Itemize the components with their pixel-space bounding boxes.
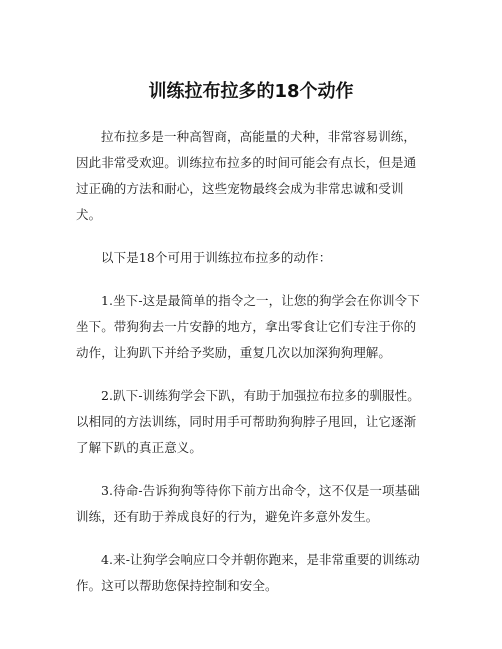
action-item-4: 4.来-让狗学会响应口令并朝你跑来，是非常重要的训练动作。这可以帮助您保持控制和安全。: [76, 552, 420, 593]
intro-paragraph: 拉布拉多是一种高智商，高能量的犬种，非常容易训练，因此非常受欢迎。训练拉布拉多的时间可能会有点长，但是通过正确的方法和耐心，这些宠物最终会成为非常忠诚和受训犬。: [76, 129, 417, 222]
action-item-2: 2.趴下-训练狗学会下趴，有助于加强拉布拉多的驯服性。以相同的方法训练，同时用手可帮助狗狗脖子甩回，让它逐渐了解下趴的真正意义。: [76, 388, 420, 455]
document-body: [76, 124, 426, 616]
list-intro-paragraph: 以下是18个可用于训练拉布拉多的动作：: [101, 250, 332, 265]
document-title: 训练拉布拉多的18个动作: [148, 81, 354, 102]
action-item-3: 3.待命-告诉狗狗等待你下前方出命令，这不仅是一项基础训练，还有助于养成良好的行为，避免许多意外发生。: [76, 483, 420, 524]
action-item-1: 1.坐下-这是最简单的指令之一，让您的狗学会在你训令下坐下。带狗狗去一片安静的地方，拿出零食让它们专注于你的动作，让狗趴下并给予奖励，重复几次以加深狗狗理解。: [76, 293, 420, 360]
